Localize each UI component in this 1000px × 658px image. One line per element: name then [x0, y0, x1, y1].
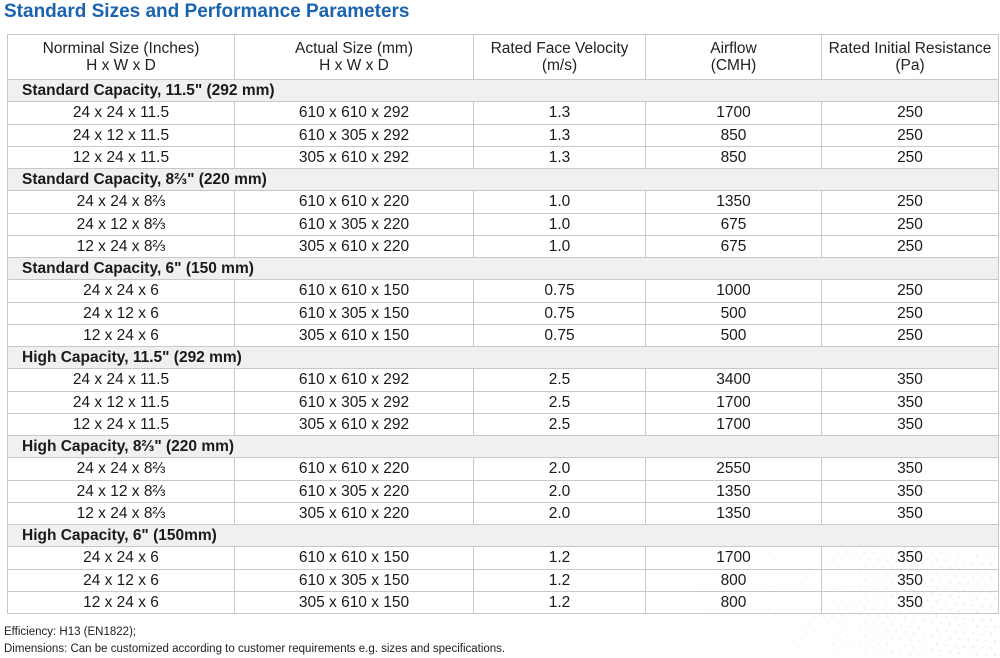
- column-header-subline: H x W x D: [235, 57, 473, 74]
- cell-actual-size: 610 x 610 x 220: [235, 458, 474, 480]
- cell-face-velocity: 0.75: [474, 302, 646, 324]
- cell-actual-size: 305 x 610 x 150: [235, 591, 474, 613]
- table-row: [8, 146, 999, 168]
- cell-face-velocity: 1.3: [474, 124, 646, 146]
- cell-actual-size: 305 x 610 x 150: [235, 324, 474, 346]
- cell-actual-size: 305 x 610 x 220: [235, 235, 474, 257]
- group-row: [8, 525, 999, 547]
- header-row: [8, 35, 999, 80]
- note-dimensions: Dimensions: Can be customized according to customer requirements e.g. sizes and specifications.: [4, 641, 505, 658]
- cell-airflow: 1700: [646, 547, 822, 569]
- cell-nominal-size: 24 x 24 x 11.5: [8, 369, 235, 391]
- cell-face-velocity: 1.3: [474, 146, 646, 168]
- cell-actual-size: 305 x 610 x 292: [235, 413, 474, 435]
- cell-airflow: 500: [646, 324, 822, 346]
- cell-airflow: 675: [646, 235, 822, 257]
- cell-actual-size: 610 x 305 x 150: [235, 569, 474, 591]
- table-row: [8, 235, 999, 257]
- cell-initial-resistance: 250: [822, 235, 999, 257]
- column-header-face-velocity: [474, 35, 646, 80]
- cell-actual-size: 610 x 305 x 220: [235, 480, 474, 502]
- cell-airflow: 3400: [646, 369, 822, 391]
- table-row: [8, 191, 999, 213]
- cell-face-velocity: 1.0: [474, 191, 646, 213]
- group-row: [8, 169, 999, 191]
- column-header-actual-size: [235, 35, 474, 80]
- cell-face-velocity: 1.0: [474, 235, 646, 257]
- cell-nominal-size: 24 x 12 x 11.5: [8, 124, 235, 146]
- column-header-line: Rated Initial Resistance: [822, 40, 998, 57]
- group-label: Standard Capacity, 11.5" (292 mm): [8, 80, 999, 102]
- table-row: [8, 324, 999, 346]
- cell-nominal-size: 24 x 24 x 6: [8, 280, 235, 302]
- cell-initial-resistance: 350: [822, 391, 999, 413]
- column-header-line: Actual Size (mm): [235, 40, 473, 57]
- group-row: [8, 436, 999, 458]
- cell-airflow: 1700: [646, 413, 822, 435]
- group-row: [8, 80, 999, 102]
- cell-actual-size: 610 x 610 x 150: [235, 280, 474, 302]
- cell-initial-resistance: 250: [822, 124, 999, 146]
- cell-airflow: 1350: [646, 502, 822, 524]
- cell-face-velocity: 2.0: [474, 458, 646, 480]
- table-row: [8, 591, 999, 613]
- cell-airflow: 1700: [646, 391, 822, 413]
- column-header-subline: (CMH): [646, 57, 821, 74]
- table-row: [8, 391, 999, 413]
- cell-initial-resistance: 250: [822, 146, 999, 168]
- group-row: [8, 347, 999, 369]
- table-row: [8, 569, 999, 591]
- table-row: [8, 480, 999, 502]
- cell-nominal-size: 24 x 12 x 8⅔: [8, 213, 235, 235]
- cell-initial-resistance: 350: [822, 413, 999, 435]
- cell-actual-size: 305 x 610 x 220: [235, 502, 474, 524]
- cell-airflow: 1000: [646, 280, 822, 302]
- table-row: [8, 502, 999, 524]
- cell-nominal-size: 12 x 24 x 11.5: [8, 146, 235, 168]
- cell-face-velocity: 0.75: [474, 280, 646, 302]
- column-header-initial-resistance: [822, 35, 999, 80]
- column-header-line: Norminal Size (Inches): [8, 40, 234, 57]
- column-header-subline: H x W x D: [8, 57, 234, 74]
- cell-initial-resistance: 350: [822, 591, 999, 613]
- cell-nominal-size: 12 x 24 x 8⅔: [8, 502, 235, 524]
- cell-face-velocity: 2.5: [474, 413, 646, 435]
- page-title: Standard Sizes and Performance Parameters: [4, 1, 410, 23]
- cell-face-velocity: 2.0: [474, 480, 646, 502]
- table-body: [8, 80, 999, 614]
- cell-airflow: 1350: [646, 191, 822, 213]
- group-label: High Capacity, 11.5" (292 mm): [8, 347, 999, 369]
- cell-nominal-size: 12 x 24 x 8⅔: [8, 235, 235, 257]
- cell-nominal-size: 24 x 24 x 8⅔: [8, 191, 235, 213]
- footnotes: [4, 624, 505, 658]
- cell-initial-resistance: 250: [822, 213, 999, 235]
- cell-nominal-size: 24 x 24 x 6: [8, 547, 235, 569]
- cell-initial-resistance: 350: [822, 502, 999, 524]
- note-efficiency: Efficiency: H13 (EN1822);: [4, 624, 505, 641]
- cell-airflow: 850: [646, 124, 822, 146]
- table-row: [8, 413, 999, 435]
- column-header-subline: (m/s): [474, 57, 645, 74]
- cell-face-velocity: 1.2: [474, 591, 646, 613]
- cell-airflow: 1350: [646, 480, 822, 502]
- cell-airflow: 675: [646, 213, 822, 235]
- cell-nominal-size: 12 x 24 x 6: [8, 324, 235, 346]
- table-row: [8, 102, 999, 124]
- cell-nominal-size: 24 x 12 x 6: [8, 302, 235, 324]
- cell-airflow: 800: [646, 569, 822, 591]
- cell-face-velocity: 1.0: [474, 213, 646, 235]
- cell-face-velocity: 1.2: [474, 569, 646, 591]
- cell-nominal-size: 24 x 12 x 6: [8, 569, 235, 591]
- cell-initial-resistance: 350: [822, 547, 999, 569]
- cell-face-velocity: 0.75: [474, 324, 646, 346]
- cell-actual-size: 610 x 610 x 292: [235, 369, 474, 391]
- cell-face-velocity: 2.5: [474, 391, 646, 413]
- cell-actual-size: 610 x 610 x 220: [235, 191, 474, 213]
- cell-nominal-size: 24 x 12 x 11.5: [8, 391, 235, 413]
- cell-nominal-size: 24 x 12 x 8⅔: [8, 480, 235, 502]
- cell-nominal-size: 12 x 24 x 6: [8, 591, 235, 613]
- cell-nominal-size: 24 x 24 x 8⅔: [8, 458, 235, 480]
- cell-airflow: 2550: [646, 458, 822, 480]
- cell-face-velocity: 1.2: [474, 547, 646, 569]
- table-row: [8, 280, 999, 302]
- cell-face-velocity: 2.0: [474, 502, 646, 524]
- cell-initial-resistance: 350: [822, 369, 999, 391]
- table-row: [8, 547, 999, 569]
- table-row: [8, 369, 999, 391]
- group-label: High Capacity, 8⅔" (220 mm): [8, 436, 999, 458]
- cell-actual-size: 610 x 305 x 150: [235, 302, 474, 324]
- column-header-line: Rated Face Velocity: [474, 40, 645, 57]
- column-header-line: Airflow: [646, 40, 821, 57]
- group-label: Standard Capacity, 6" (150 mm): [8, 258, 999, 280]
- table-row: [8, 124, 999, 146]
- cell-initial-resistance: 350: [822, 458, 999, 480]
- cell-initial-resistance: 350: [822, 480, 999, 502]
- cell-actual-size: 610 x 610 x 150: [235, 547, 474, 569]
- table-row: [8, 458, 999, 480]
- cell-airflow: 1700: [646, 102, 822, 124]
- table-row: [8, 213, 999, 235]
- cell-initial-resistance: 250: [822, 280, 999, 302]
- cell-initial-resistance: 350: [822, 569, 999, 591]
- cell-face-velocity: 1.3: [474, 102, 646, 124]
- cell-face-velocity: 2.5: [474, 369, 646, 391]
- cell-initial-resistance: 250: [822, 191, 999, 213]
- cell-airflow: 500: [646, 302, 822, 324]
- cell-initial-resistance: 250: [822, 324, 999, 346]
- cell-actual-size: 305 x 610 x 292: [235, 146, 474, 168]
- cell-airflow: 800: [646, 591, 822, 613]
- column-header-subline: (Pa): [822, 57, 998, 74]
- table-header: [8, 35, 999, 80]
- cell-actual-size: 610 x 305 x 292: [235, 391, 474, 413]
- cell-nominal-size: 24 x 24 x 11.5: [8, 102, 235, 124]
- group-label: Standard Capacity, 8⅔" (220 mm): [8, 169, 999, 191]
- cell-airflow: 850: [646, 146, 822, 168]
- column-header-nominal-size: [8, 35, 235, 80]
- cell-initial-resistance: 250: [822, 302, 999, 324]
- cell-nominal-size: 12 x 24 x 11.5: [8, 413, 235, 435]
- group-label: High Capacity, 6" (150mm): [8, 525, 999, 547]
- cell-actual-size: 610 x 610 x 292: [235, 102, 474, 124]
- spec-table: [7, 34, 999, 614]
- table-row: [8, 302, 999, 324]
- cell-actual-size: 610 x 305 x 220: [235, 213, 474, 235]
- column-header-airflow: [646, 35, 822, 80]
- cell-initial-resistance: 250: [822, 102, 999, 124]
- group-row: [8, 258, 999, 280]
- cell-actual-size: 610 x 305 x 292: [235, 124, 474, 146]
